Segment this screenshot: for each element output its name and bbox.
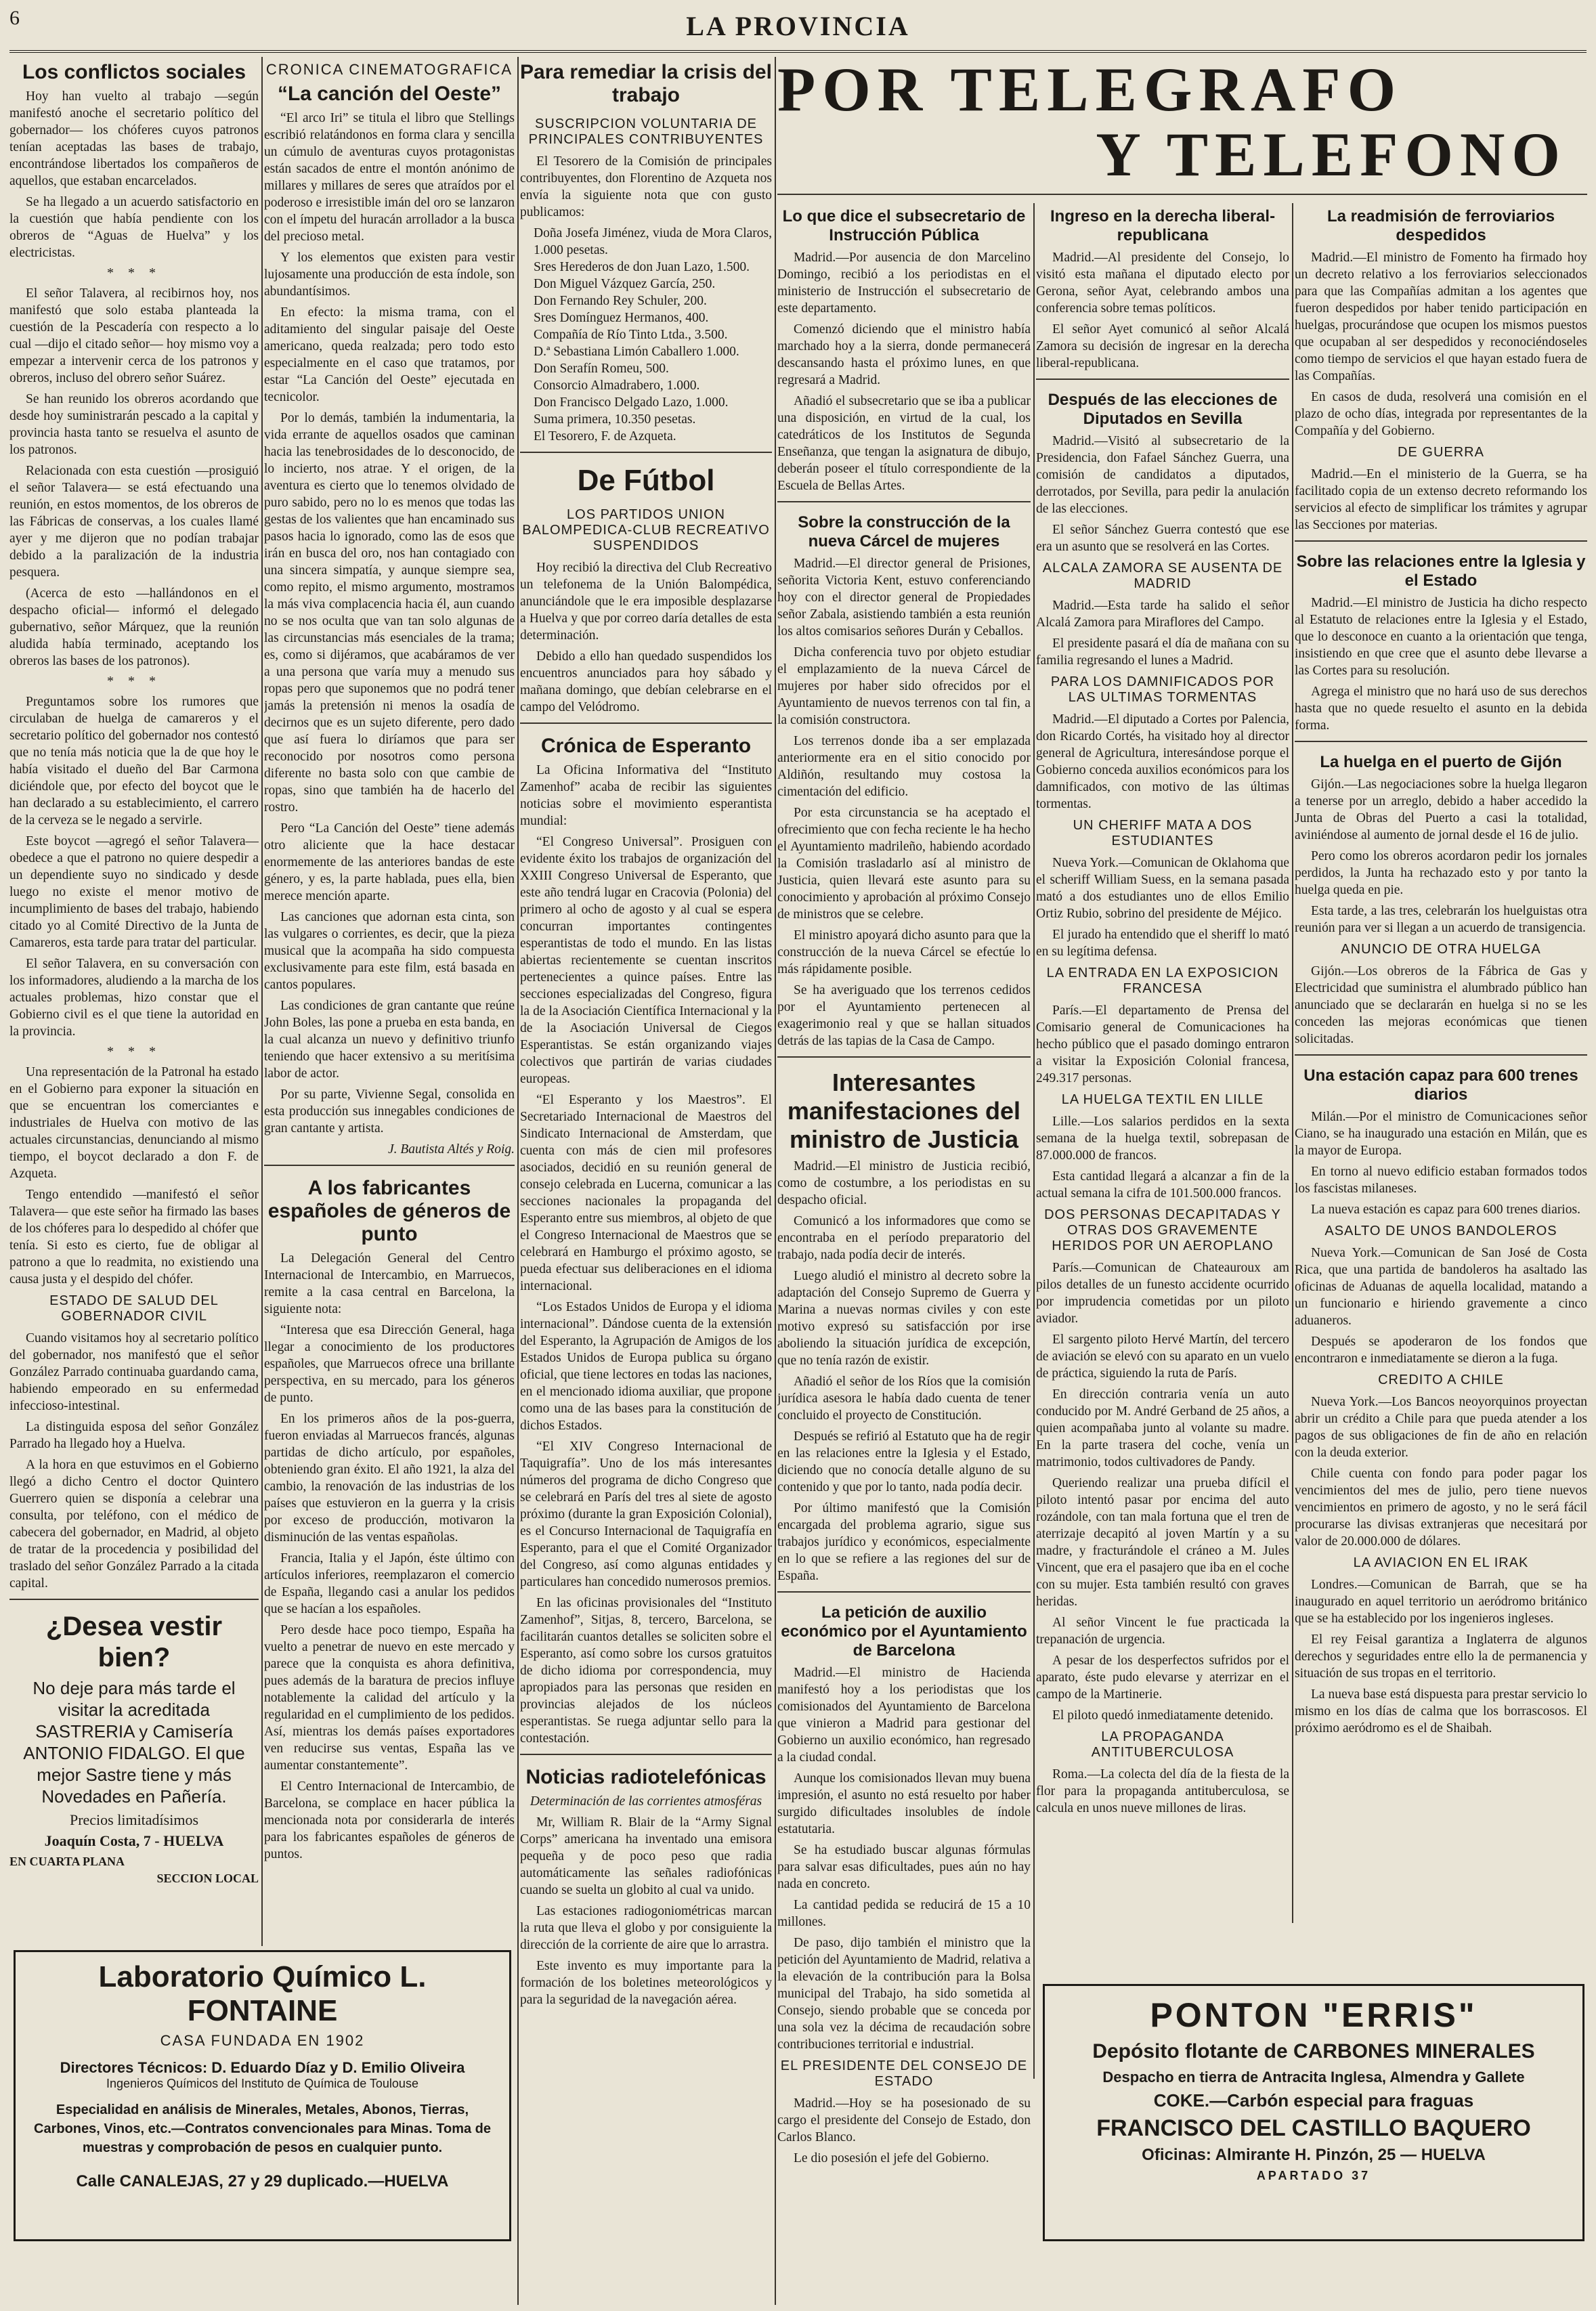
paragraph: Una representación de la Patronal ha estado en el Gobierno para exponer la situación en que se encuentran los comerciantes e industriales de Huelva con motivo de las actuales circunstancias, denunciando al mismo tiempo, el boycot declarado a don F. de Azqueta. bbox=[9, 1065, 259, 1181]
article-title: Ingreso en la derecha liberal-republicana bbox=[1050, 207, 1276, 244]
paragraph: El señor Talavera, en su conversación con los informadores, aludiendo a la marcha de los actuales problemas, hizo constar que el Gobierno civil es el que tiene la autoridad en la provincia. bbox=[9, 957, 259, 1039]
paragraph: Madrid.—Por ausencia de don Marcelino Domingo, recibió a los periodistas en el ministerio de Instrucción el subsecretario de este departamento. bbox=[777, 251, 1031, 316]
paragraph: La nueva base está dispuesta para prestar servicio lo mismo en los días de calma que los borrascosos. El próximo aeródromo es el de Shaibah. bbox=[1295, 1687, 1587, 1735]
rule bbox=[264, 1165, 515, 1166]
paragraph: Mr, William R. Blair de la “Army Signal Corps” americana ha inventado una emisora pequeña y de poco peso que radia automáticamente las señales radiofónicas cuando se suelta un globito al cual va unido. bbox=[520, 1815, 772, 1897]
paragraph: “Los Estados Unidos de Europa y el idioma internacional”. Dándose cuenta de la extensión del Esperanto, la Agrupación de Amigos de los Estados Unidos de Europa publica su órgano oficial, que tiene lectores en todas las naciones, en el mencionado idioma auxiliar, que propone como una de las bases para la constitución de dichos Estados. bbox=[520, 1300, 772, 1433]
paragraph: A pesar de los desperfectos sufridos por el aparato, éste pudo elevarse y aterrizar en el campo de la Martinerie. bbox=[1036, 1654, 1289, 1702]
paragraph: El Tesorero de la Comisión de principales contribuyentes, don Florentino de Azqueta nos envía la siguiente nota que con gusto publicamos: bbox=[520, 154, 772, 219]
paragraph: La Delegación General del Centro Internacional de Intercambio, en Marruecos, remite a la casa central en Barcelona, la siguiente nota: bbox=[264, 1251, 515, 1316]
paragraph: Debido a ello han quedado suspendidos los encuentros anunciados para hoy sábado y mañana domingo, que debían celebrarse en el campo del Velódromo. bbox=[520, 649, 772, 714]
section-subtitle: ASALTO DE UNOS BANDOLEROS bbox=[1324, 1224, 1557, 1238]
paragraph: Madrid.—En el ministerio de la Guerra, se ha facilitado copia de un extenso decreto reformando los servicios al efecto de simplificar los trámites y agrupar las Secciones por materias. bbox=[1295, 467, 1587, 532]
section-subtitle: Determinación de las corrientes atmosféras bbox=[530, 1794, 762, 1809]
article-title: Una estación capaz para 600 trenes diarios bbox=[1303, 1066, 1578, 1104]
banner-line-2: Y TELEFONO bbox=[1096, 120, 1567, 189]
section-subtitle: SUSCRIPCION VOLUNTARIA DE PRINCIPALES CONTRIBUYENTES bbox=[528, 116, 764, 147]
lab-specialty: Especialidad en análisis de Minerales, Metales, Abonos, Tierras, Carbones, Vinos, etc.—Contratos convencionales para Minas. Toma de muestras y comprobación de pesos en cualquier punto. bbox=[34, 2102, 491, 2155]
paragraph: Francia, Italia y el Japón, éste último con artículos inferiores, reemplazaron el comercio de España, llegando casi a anular los pedidos que se hacían a los españoles. bbox=[264, 1551, 515, 1616]
paragraph: Después se refirió al Estatuto que ha de regir en las relaciones entre la Iglesia y el Estado, diciendo que no conocía detalle alguno de su contenido y que por lo tanto, nada podía decir. bbox=[777, 1429, 1031, 1494]
paragraph: Madrid.—El ministro de Hacienda manifestó hoy a los periodistas que los comisionados del Ayuntamiento de Barcelona que vinieron a Madrid para gestionar del Gobierno un auxilio económico, han regresado a la ciudad condal. bbox=[777, 1666, 1031, 1765]
paragraph: Preguntamos sobre los rumores que circulaban de huelga de camareros y el secretario político del gobernador nos contestó que no tenía más noticia que la de que hoy le había visitado el dueño del Bar Carmona diciéndole que, por efecto del boycot que le han declarado a su establecimiento, el carrero de la cerveza se le negado a servirle. bbox=[9, 695, 259, 827]
article-title: Después de las elecciones de Diputados en Sevilla bbox=[1048, 391, 1278, 428]
paragraph: Al señor Vincent le fue practicada la trepanación de urgencia. bbox=[1036, 1616, 1289, 1647]
section-subtitle: LA AVIACION EN EL IRAK bbox=[1353, 1555, 1529, 1570]
article-title: La petición de auxilio económico por el Ayuntamiento de Barcelona bbox=[781, 1603, 1027, 1660]
paragraph: Y los elementos que existen para vestir lujosamente una producción de esta índole, son abundantísimos. bbox=[264, 251, 515, 299]
article-title: “La canción del Oeste” bbox=[277, 83, 502, 105]
column-rule bbox=[517, 57, 519, 2305]
article-title: Crónica de Esperanto bbox=[540, 735, 752, 757]
paragraph: Madrid.—Esta tarde ha salido el señor Alcalá Zamora para Miraflores del Campo. bbox=[1036, 599, 1289, 630]
paragraph: El ministro apoyará dicho asunto para que la construcción de la nueva Cárcel se efectúe lo más rápidamente posible. bbox=[777, 928, 1031, 976]
paragraph: Pero como los obreros acordaron pedir los jornales perdidos, la Junta ha rechazado esto y por tanto la huelga queda en pie. bbox=[1295, 849, 1587, 897]
paragraph: Comenzó diciendo que el ministro había marchado hoy a la sierra, donde permanecerá descansando hasta el próximo lunes, en que regresará a Madrid. bbox=[777, 322, 1031, 387]
section-label: SECCION LOCAL bbox=[156, 1872, 259, 1885]
section-kicker: CRONICA CINEMATOGRAFICA bbox=[265, 61, 513, 78]
paragraph: Por esta circunstancia se ha aceptado el ofrecimiento que con fecha reciente le ha hecho el Ayuntamiento madrileño, habiendo acordado la Comisión trasladarlo así al ministro de Justicia, quien llevará este asunto para su conocimiento y aprobación al próximo Consejo de ministros que se celebre. bbox=[777, 806, 1031, 922]
donor-line: El Tesorero, F. de Azqueta. bbox=[534, 429, 676, 444]
rule bbox=[777, 1591, 1031, 1593]
laboratory-ad bbox=[14, 1950, 511, 2241]
tailor-ad-address: Joaquín Costa, 7 - HUELVA bbox=[44, 1832, 224, 1849]
signature: J. Bautista Altés y Roig. bbox=[387, 1142, 515, 1157]
paragraph: El rey Feisal garantiza a Inglaterra de algunos derechos y seguridades entre ello la de permanencia y situación de sus tropas en el territorio. bbox=[1295, 1633, 1587, 1681]
paragraph: Gijón.—Los obreros de la Fábrica de Gas y Electricidad que suministra el alumbrado público han anunciado que se declararán en huelga si no se les conceden las mejoras económicas que tienen solicitadas. bbox=[1295, 964, 1587, 1046]
tailor-ad-prices: Precios limitadísimos bbox=[69, 1811, 199, 1828]
paragraph: Le dio posesión el jefe del Gobierno. bbox=[794, 2151, 989, 2165]
paragraph: Chile cuenta con fondo para poder pagar los vencimientos del mes de julio, pero tiene nuevos vencimientos en primero de agosto, y no le será fácil procurarse las divisas extranjeras que necesitará por valor de 20.000.000 de dólares. bbox=[1295, 1467, 1587, 1549]
paragraph: Este invento es muy importante para la formación de los boletines meteorológicos y para la seguridad de la navegación aérea. bbox=[520, 1959, 772, 2007]
paragraph: Se ha estudiado buscar algunas fórmulas para salvar esas dificultades, pues aún no hay nada en concreto. bbox=[777, 1843, 1031, 1891]
paragraph: Pero desde hace poco tiempo, España ha vuelto a penetrar de nuevo en este mercado y parece que la conquista es ahora definitiva, pues además de la baratura de precios influye notablemente la calidad del artículo y la regularidad en el cumplimiento de los pedidos. Así, mientras los demás países exportadores ven reducirse sus ventas, España las ve aumentar constantemente”. bbox=[264, 1623, 515, 1773]
paragraph: Hoy han vuelto al trabajo —según manifestó anoche el secretario político del gobernador— los chóferes cuyos patronos tenían aceptadas las bases de trabajo, encontrándose libertados los compañeros de aquellos, que estaban encarcelados. bbox=[9, 89, 259, 188]
column-2 bbox=[264, 57, 515, 1946]
lab-founded: CASA FUNDADA EN 1902 bbox=[160, 2032, 365, 2049]
column-rule bbox=[261, 57, 263, 1946]
paragraph: De paso, dijo también el ministro que la petición del Ayuntamiento de Madrid, relativa a la elevación de la contribución para la Bolsa municipal del Trabajo, ha sido sometida al Consejo, siendo probable que se conceda por una sola vez la décima de recaudación sobre contribuciones territorial e industrial. bbox=[777, 1936, 1031, 2052]
section-subtitle: LA ENTRADA EN LA EXPOSICION FRANCESA bbox=[1046, 966, 1279, 996]
banner-line-1: POR TELEGRAFO bbox=[777, 55, 1403, 124]
column-rule bbox=[1292, 203, 1293, 1923]
paragraph: Cuando visitamos hoy al secretario político del gobernador, nos manifestó que el señor González Parrado continuaba guardando cama, habiendo empeorado en su enfermedad infeccioso-intestinal. bbox=[9, 1331, 259, 1413]
paragraph: El Centro Internacional de Intercambio, de Barcelona, se complace en hacer pública la mencionada nota por considerarla de interés para los fabricantes españoles de géneros de puntos. bbox=[264, 1779, 515, 1861]
paragraph: Tengo entendido —manifestó el señor Talavera— que este señor ha firmado las bases de los chóferes para lo despedido al chófer que tenía. Si esto es cierto, fue de obligar al patrono a que lo readmita, no existiendo una causa justa y el despido del chófer. bbox=[9, 1188, 259, 1287]
donor-line: Compañía de Río Tinto Ltda., 3.500. bbox=[534, 328, 728, 342]
rule bbox=[777, 1056, 1031, 1058]
paragraph: La nueva estación es capaz para 600 trenes diarios. bbox=[1311, 1203, 1580, 1217]
paragraph: Nueva York.—Comunican de San José de Costa Rica, que una partida de bandoleros ha asaltado las oficinas de Aduanas de aquella localidad, matando a un funcionario e hiriendo gravemente a cinco aduaneros. bbox=[1295, 1246, 1587, 1328]
running-header bbox=[9, 4, 1587, 53]
article-title: Lo que dice el subsecretario de Instrucción Pública bbox=[782, 207, 1026, 244]
rule bbox=[1295, 540, 1587, 542]
ponton-address: Oficinas: Almirante H. Pinzón, 25 — HUELVA bbox=[1142, 2146, 1486, 2164]
section-subtitle: DOS PERSONAS DECAPITADAS Y OTRAS DOS GRAVEMENTE HERIDOS POR UN AEROPLANO bbox=[1044, 1207, 1281, 1253]
section-subtitle: DE GUERRA bbox=[1398, 445, 1484, 460]
paragraph: La Oficina Informativa del “Instituto Zamenhof” acaba de recibir las siguientes noticias sobre el movimiento esperantista mundial: bbox=[520, 763, 772, 828]
header-rule bbox=[9, 50, 1587, 53]
donor-line: Don Francisco Delgado Lazo, 1.000. bbox=[534, 395, 729, 410]
section-subtitle: CREDITO A CHILE bbox=[1378, 1373, 1504, 1387]
rule bbox=[1036, 379, 1289, 380]
article-title: A los fabricantes españoles de géneros de punto bbox=[267, 1177, 511, 1245]
rule bbox=[1295, 1054, 1587, 1056]
section-subtitle: LA HUELGA TEXTIL EN LILLE bbox=[1061, 1092, 1264, 1107]
paragraph: Los terrenos donde iba a ser emplazada anteriormente era en el sitio conocido por Aldiñón, resultando muy costosa la cimentación del edificio. bbox=[777, 734, 1031, 799]
paragraph: Gijón.—Las negociaciones sobre la huelga llegaron a tenerse por un arreglo, debido a haber accedido la Junta de Obras del Puerto a casi la totalidad, aviniéndose al aumento de jornal desde el 16 de julio. bbox=[1295, 777, 1587, 842]
paragraph: Madrid.—El diputado a Cortes por Palencia, don Ricardo Cortés, ha visitado hoy al director general de Agricultura, interesándose porque el Gobierno conceda auxilios económicos para los damnificados, con motivo de las últimas tormentas. bbox=[1036, 712, 1289, 811]
rule bbox=[520, 1754, 772, 1755]
paragraph: Se han reunido los obreros acordando que desde hoy suministrarán pescado a la capital y provincia hasta tanto se resuelva el asunto de los patronos. bbox=[9, 392, 259, 457]
donor-line: Suma primera, 10.350 pesetas. bbox=[534, 412, 696, 427]
paragraph: En torno al nuevo edificio estaban formados todos los fascistas milaneses. bbox=[1295, 1165, 1587, 1196]
article-title: Los conflictos sociales bbox=[22, 61, 246, 83]
paragraph: Por último manifestó que la Comisión encargada del problema agrario, sigue sus trabajos jurídico y económicos, especialmente en lo que se refiere a las regiones del sur de España. bbox=[777, 1501, 1031, 1583]
paragraph: Las condiciones de gran cantante que reúne John Boles, las pone a prueba en esta banda, en la cual alcanza un nuevo y definitivo triunfo teniendo que hacer extensivo a su meritísima labor de actor. bbox=[264, 999, 515, 1081]
paragraph: El señor Talavera, al recibirnos hoy, nos manifestó que solo estaba planteada la cuestión de la Pescadería con respecto a lo cual —dijo el citado señor— hoy mismo voy a empezar a intervenir cerca de los patronos y obreros, incluso del obrero señor Suárez. bbox=[9, 286, 259, 385]
telegraph-banner bbox=[777, 57, 1587, 192]
paragraph: Este boycot —agregó el señor Talavera— obedece a que el patrono no quiere despedir a un dependiente suyo no sindicado y desde luego no existe el menor motivo de incumplimiento de bases del trabajo, habiendo citado yo al Comité Directivo de la Junta de Camareros, esta tarde para tratar del particular. bbox=[9, 834, 259, 950]
paragraph: Por su parte, Vivienne Segal, consolida en esta producción sus innegables condiciones de gran cantante y artista. bbox=[264, 1087, 515, 1136]
paragraph: Londres.—Comunican de Barrah, que se ha inaugurado en aquel territorio un aeródromo británico que se ha establecido por los ingenieros ingleses. bbox=[1295, 1578, 1587, 1626]
article-title: De Fútbol bbox=[577, 464, 715, 497]
article-title: Sobre las relaciones entre la Iglesia y el Estado bbox=[1296, 553, 1586, 590]
column-6 bbox=[1295, 203, 1587, 1937]
paragraph: Las canciones que adornan esta cinta, son las vulgares o corrientes, es decir, que la pieza musical que la acompaña ha sido compuesta exclusivamente para este film, está basada en cantos populares. bbox=[264, 910, 515, 992]
ponton-line: COKE.—Carbón especial para fraguas bbox=[1153, 2090, 1474, 2111]
paragraph: “El arco Iri” se titula el libro que Stellings escribió relatándonos en forma clara y sencilla un cúmulo de aventuras cuyos protagonistas están sacados de entre el montón anónimo de millares y millares de seres que atraídos por el poderoso e irresistible imán del oro se lanzaron con el ímpetu del huracán arrollador a la busca del precioso metal. bbox=[264, 111, 515, 244]
rule bbox=[1295, 741, 1587, 742]
rule bbox=[520, 722, 772, 724]
donor-line: Don Serafín Romeu, 500. bbox=[534, 362, 669, 376]
article-title: Interesantes manifestaciones del ministro de Justicia bbox=[787, 1068, 1021, 1153]
paragraph: Por lo demás, también la indumentaria, la vida errante de aquellos osados que caminan hacia las tenebrosidades de lo desconocido, de lo incierto, nos atrae. Y el origen, de la aventura es cierto que lo tenemos olvidado de puro sabido, pero no lo es menos que todas las gestas de los valientes que han encaminado sus pasos hacia lo ignorado, como las de esos que irán en busca del oro, nos han contagiado con una sincera simpatía, y aunque siempre sea, como repito, el mismo argumento, mostramos la más viva complacencia hacia él, aun cuando no se nos oculta que van tan solo algunas de las circunstancias más esenciales de la trama; es, como si dijéramos, que acabáramos de ver a una persona que varía muy a menudo sus ropas pero que suponemos que no podrá tener jamás la pretensión ni menos la osadía de decirnos que es un sujeto diferente, pero dado que así fuera lo diríamos que para ser reconocido por nosotros como persona diferente no basta solo con que cambie de ropas, sino que también ha de hacerlo del rostro. bbox=[264, 411, 515, 815]
column-rule bbox=[775, 57, 776, 2305]
lab-title: Laboratorio Químico L. FONTAINE bbox=[98, 1960, 427, 2027]
donor-line: Sres Herederos de don Juan Lazo, 1.500. bbox=[534, 260, 750, 274]
paragraph: Madrid.—El ministro de Justicia recibió, como de costumbre, a los periodistas en su despacho oficial. bbox=[777, 1159, 1031, 1207]
paragraph: Se ha llegado a un acuerdo satisfactorio en la cuestión que había pendiente con los obreros de “Aguas de Huelva” y los electricistas. bbox=[9, 195, 259, 260]
article-title: Sobre la construcción de la nueva Cárcel de mujeres bbox=[798, 513, 1010, 550]
paragraph: Madrid.—El ministro de Fomento ha firmado hoy un decreto relativo a los ferroviarios seleccionados para que las Compañías admitan a los agentes que fueron despedidos por haber tenido participación en huelgas, procurándose que ocupen los mismos puestos que ocupaban al ser despedidos y reconociéndoseles como tiempo de servicios el que hayan estado fuera de las Compañías. bbox=[1295, 251, 1587, 383]
column-4 bbox=[777, 203, 1031, 2248]
rule bbox=[520, 452, 772, 453]
paragraph: Madrid.—Hoy se ha posesionado de su cargo el presidente del Consejo de Estado, don Carlos Blanco. bbox=[777, 2096, 1031, 2144]
paragraph: Luego aludió el ministro al decreto sobre la adaptación del Consejo Supremo de Guerra y Marina a nuevas normas civiles y con este motivo expresó su satisfacción por irse aboliendo la situación jurídica de excepción, que no tenía razón de existir. bbox=[777, 1269, 1031, 1368]
paragraph: Agrega el ministro que no hará uso de sus derechos hasta que no quede resuelto el asunto en la debida forma. bbox=[1295, 685, 1587, 733]
paragraph: Relacionada con esta cuestión —prosiguió el señor Talavera— se está efectuando una reunión, en estos momentos, de los obreros de las Fábricas de conservas, a los cuales llamé ayer y me dijeron que no podían trabajar debido a la paralización de la industria pesquera. bbox=[9, 464, 259, 580]
paragraph: Comunicó a los informadores que como se encontraba en el período preparatorio del trabajo, nada podía decir de interés. bbox=[777, 1214, 1031, 1262]
paragraph: Dicha conferencia tuvo por objeto estudiar el emplazamiento de la nueva Cárcel de mujeres por haber sido ofrecidos por el Ayuntamiento de nuevos terrenos con tal fin, a la comisión constructora. bbox=[777, 645, 1031, 727]
banner-rule bbox=[777, 194, 1587, 195]
paragraph: El piloto quedó inmediatamente detenido. bbox=[1052, 1708, 1274, 1723]
lab-engineers: Ingenieros Químicos del Instituto de Química de Toulouse bbox=[106, 2077, 418, 2090]
separator-stars: * * * bbox=[107, 674, 161, 689]
paragraph: (Acerca de esto —hallándonos en el despacho oficial— informó el delegado gubernativo, señor Márquez, que la reunión aludida había terminado, aceptando los obreros las bases de los patronos). bbox=[9, 586, 259, 668]
paragraph: A la hora en que estuvimos en el Gobierno llegó a dicho Centro el doctor Quintero Guerrero quien se disponía a celebrar una consulta, por teléfono, con el médico de cabecera del gobernador, en Madrid, al objeto de tratar de la procedencia y posibilidad del traslado del señor González Parrado a la citada capital. bbox=[9, 1458, 259, 1591]
section-subtitle: LA PROPAGANDA ANTITUBERCULOSA bbox=[1091, 1729, 1234, 1760]
paragraph: En los primeros años de la pos-guerra, fueron enviadas al Marruecos francés, algunas partidas de dicho artículo, por españoles, obteniendo gran éxito. El año 1921, la alza del cambio, la renovación de las industrias de los países que estuvieron en la guerra y la crisis por exceso de producción, motivaron la disminución de las ventas españolas. bbox=[264, 1412, 515, 1545]
paragraph: Nueva York.—Los Bancos neoyorquinos proyectan abrir un crédito a Chile para que pueda atender a los pagos de sus obligaciones de fin de año en relación con la deuda exterior. bbox=[1295, 1395, 1587, 1460]
paragraph: El jurado ha entendido que el sheriff lo mató en su legítima defensa. bbox=[1036, 928, 1289, 959]
paragraph: En efecto: la misma trama, con el aditamiento del singular paisaje del Oeste americano, queda realzada; pero todo esto especialmente en el caso que tratamos, por estar “La Canción del Oeste” ejecutada en tecnicolor. bbox=[264, 305, 515, 404]
ponton-title: PONTON "ERRIS" bbox=[1150, 1996, 1478, 2034]
ponton-owner: FRANCISCO DEL CASTILLO BAQUERO bbox=[1096, 2115, 1531, 2141]
paragraph: Aunque los comisionados llevan muy buena impresión, el asunto no está resuelto por haber surgido dificultades insolubles de índole estatutaria. bbox=[777, 1771, 1031, 1836]
donor-line: Don Miguel Vázquez García, 250. bbox=[534, 277, 716, 291]
paragraph: Madrid.—El director general de Prisiones, señorita Victoria Kent, estuvo conferenciando hoy con el director general de Propiedades señor Zabala, asistiendo también a esta reunión los altos comisarios señores Durán y Ceballos. bbox=[777, 557, 1031, 639]
newspaper-name: LA PROVINCIA bbox=[686, 11, 910, 41]
paragraph: Después se apoderaron de los fondos que encontraron e inmediatamente se dieron a la fuga. bbox=[1295, 1335, 1587, 1366]
section-subtitle: PARA LOS DAMNIFICADOS POR LAS ULTIMAS TORMENTAS bbox=[1050, 674, 1275, 705]
paragraph: En dirección contraria venía un auto conducido por M. André Gerband de 25 años, a quien acompañaba junto al volante su madre. En la parte trasera del coche, venía un matrimonio, todos cultivadores de Pandy. bbox=[1036, 1387, 1289, 1469]
section-subtitle: ANUNCIO DE OTRA HUELGA bbox=[1341, 942, 1541, 957]
section-label: EN CUARTA PLANA bbox=[9, 1855, 125, 1868]
donor-line: D.ª Sebastiana Limón Caballero 1.000. bbox=[534, 345, 739, 359]
lab-directors: Directores Técnicos: D. Eduardo Díaz y D. Emilio Oliveira bbox=[60, 2059, 465, 2076]
paragraph: Las estaciones radiogoniométricas marcan la ruta que lleva el globo y por consiguiente la dirección de la corriente de aire que lo arrastra. bbox=[520, 1904, 772, 1952]
paragraph: En casos de duda, resolverá una comisión en el plazo de ocho días, integrada por representantes de la Compañía y del Gobierno. bbox=[1295, 390, 1587, 438]
paragraph: “El Esperanto y los Maestros”. El Secretariado Internacional de Maestros del Sindicato Internacional de Amsterdam, que cuenta con más de cien mil profesores asociados, decidió en su reunión general de consejo celebrada en Lucerna, comunicar a las secciones nacionales la propaganda del Esperanto entre sus miembros, al objeto de que el Congreso Internacional de Maestros que se celebrará en Hamburgo el próximo agosto, se pueda efectuar sus deliberaciones en el idioma internacional. bbox=[520, 1093, 772, 1293]
column-1 bbox=[9, 57, 259, 1939]
donor-line: Don Fernando Rey Schuler, 200. bbox=[534, 294, 707, 308]
paragraph: Lille.—Los salarios perdidos en la sexta semana de la huelga textil, sobrepasan de 87.000.000 de francos. bbox=[1036, 1115, 1289, 1163]
paragraph: Madrid.—Al presidente del Consejo, lo visitó esta mañana el diputado electo por Gerona, señor Ayat, celebrando ambos una conferencia sobre temas políticos. bbox=[1036, 251, 1289, 316]
separator-stars: * * * bbox=[107, 265, 161, 280]
ponton-subtitle: Depósito flotante de CARBONES MINERALES bbox=[1092, 2040, 1535, 2062]
separator-stars: * * * bbox=[107, 1044, 161, 1059]
section-subtitle: ALCALA ZAMORA SE AUSENTA DE MADRID bbox=[1042, 561, 1283, 591]
paragraph: Esta tarde, a las tres, celebrarán los huelguistas otra reunión para ver si llegan a un acuerdo de transigencia. bbox=[1295, 904, 1587, 935]
column-5 bbox=[1036, 203, 1289, 1937]
paragraph: En las oficinas provisionales del “Instituto Zamenhof”, Sitjas, 8, tercero, Barcelona, se facilitarán cuantos detalles se soliciten sobre el Esperanto, así como sobre los cursos gratuitos de dicho idioma por correspondencia, muy apropiados para las personas que residen en provincias alejados de los núcleos esperantistas. Se ruega adjuntar sello para la contestación. bbox=[520, 1596, 772, 1746]
donor-line: Consorcio Almadrabero, 1.000. bbox=[534, 379, 700, 393]
paragraph: El presidente pasará el día de mañana con su familia regresando el lunes a Madrid. bbox=[1036, 636, 1289, 668]
article-title: La readmisión de ferroviarios despedidos bbox=[1327, 207, 1555, 244]
ponton-line: Despacho en tierra de Antracita Inglesa, Almendra y Gallete bbox=[1102, 2069, 1525, 2086]
donor-line: Sres Domínguez Hermanos, 400. bbox=[534, 311, 709, 325]
section-subtitle: UN CHERIFF MATA A DOS ESTUDIANTES bbox=[1073, 818, 1253, 848]
column-3 bbox=[520, 57, 772, 2305]
paragraph: París.—Comunican de Chateauroux am pilos detalles de un funesto accidente ocurrido por imprudencia cometidas por un piloto aviador. bbox=[1036, 1261, 1289, 1326]
column-rule bbox=[1033, 203, 1035, 2079]
article-title: La huelga en el puerto de Gijón bbox=[1320, 753, 1562, 771]
ponton-ad bbox=[1043, 1984, 1584, 2241]
tailor-ad-body: No deje para más tarde el visitar la acreditada SASTRERIA y Camisería ANTONIO FIDALGO. El que mejor Sastre tiene y más Novedades en Pañería. bbox=[23, 1678, 245, 1807]
paragraph: Nueva York.—Comunican de Oklahoma que el scheriff William Suess, en la semana pasada mató a dos estudiantes uno de ellos Emilio Ortiz Rubio, sobrino del presidente de Méjico. bbox=[1036, 856, 1289, 921]
paragraph: Esta cantidad llegará a alcanzar a fin de la actual semana la cifra de 101.500.000 francos. bbox=[1036, 1169, 1289, 1201]
paragraph: “El Congreso Universal”. Prosiguen con evidente éxito los trabajos de organización del XXIII Congreso Universal de Esperanto, que este año tendrá lugar en Cracovia (Polonia) del primero al ocho de agosto y al cual se espera concurran importantes contingentes esperantistas de todo el mundo. En las listas abiertas recientemente se cuentan inscritos pertenecientes a quince países. Entre las secciones especializadas del Congreso, figura la de la Asociación Científica Internacional y la de la Asociación Universal de Ciegos Esperantistas. Se están organizando viajes colectivos que partirán de varias ciudades europeas. bbox=[520, 835, 772, 1086]
lab-address: Calle CANALEJAS, 27 y 29 duplicado.—HUELVA bbox=[76, 2172, 449, 2190]
article-title: Para remediar la crisis del trabajo bbox=[520, 61, 772, 106]
paragraph: Se ha averiguado que los terrenos cedidos por el Ayuntamiento pertenecen al exagerimonio real y que se hallan situados detrás de las tapias de la Casa de Campo. bbox=[777, 983, 1031, 1048]
page-number: 6 bbox=[9, 7, 20, 29]
paragraph: El señor Ayet comunicó al señor Alcalá Zamora su decisión de ingresar en la derecha liberal-republicana. bbox=[1036, 322, 1289, 370]
paragraph: Hoy recibió la directiva del Club Recreativo un telefonema de la Unión Balompédica, anunciándole que le era imposible desplazarse a Huelva y que por correo daría detalles de esta determinación. bbox=[520, 561, 772, 643]
ponton-postbox: APARTADO 37 bbox=[1256, 2169, 1371, 2182]
section-subtitle: LOS PARTIDOS UNION BALOMPEDICA-CLUB RECREATIVO SUSPENDIDOS bbox=[522, 507, 770, 553]
rule bbox=[9, 1599, 259, 1600]
article-title: Noticias radiotelefónicas bbox=[525, 1766, 767, 1788]
paragraph: París.—El departamento de Prensa del Comisario general de Comunicaciones ha hecho público que el pasado domingo entraron a visitar la Exposición Colonial francesa, 249.317 personas. bbox=[1036, 1003, 1289, 1085]
donor-line: Doña Josefa Jiménez, viuda de Mora Claros, 1.000 pesetas. bbox=[534, 226, 772, 257]
paragraph: Milán.—Por el ministro de Comunicaciones señor Ciano, se ha inaugurado una estación en Milán, que es la mayor de Europa. bbox=[1295, 1110, 1587, 1158]
paragraph: Madrid.—El ministro de Justicia ha dicho respecto al Estatuto de relaciones entre la Iglesia y el Estado, que lo desconoce en cuanto a la orientación que tenga, insistiendo en que cree que el asunto debe llevarse a las Cortes para su resolución. bbox=[1295, 596, 1587, 678]
tailor-ad-title: ¿Desea vestir bien? bbox=[45, 1612, 223, 1672]
paragraph: Queriendo realizar una prueba difícil el piloto intentó pasar por encima del auto rozándole, con tan mala fortuna que el tren de aterrizaje decapitó al joven Martín y a su madre, y fracturándole el cráneo a M. Jules Vincent, que era el pasajero que iba en el coche con su mujer. Esta también resultó con graves heridas. bbox=[1036, 1476, 1289, 1609]
paragraph: “Interesa que esa Dirección General, haga llegar a conocimiento de los productores españoles, que Marruecos ofrece una brillante perspectiva, en su mercado, para los géneros de punto. bbox=[264, 1323, 515, 1405]
paragraph: La cantidad pedida se reducirá de 15 a 10 millones. bbox=[777, 1898, 1031, 1929]
rule bbox=[777, 501, 1031, 502]
paragraph: El señor Sánchez Guerra contestó que ese era un asunto que se resolverá en las Cortes. bbox=[1036, 523, 1289, 554]
paragraph: “El XIV Congreso Internacional de Taquigrafía”. Uno de los más interesantes números del programa de dicho Congreso que se celebrará en París del tres al siete de agosto próximo (durante la gran Exposición Colonial), es el Concurso Internacional de Taquigrafía en Esperanto, para el que el Comité Organizador del Congreso, así como algunas entidades y particulares han concedido numerosos premios. bbox=[520, 1440, 772, 1589]
paragraph: Madrid.—Visitó al subsecretario de la Presidencia, don Fafael Sánchez Guerra, una comisión de candidatos a diputados, derrotados, por Sevilla, para pedir la anulación de las elecciones. bbox=[1036, 434, 1289, 516]
paragraph: Añadió el señor de los Ríos que la comisión jurídica asesora le había dado cuenta de tener concluido el proyecto de Constitución. bbox=[777, 1375, 1031, 1423]
paragraph: Pero “La Canción del Oeste” tiene además otro aliciente que la hace destacar enormemente de las anteriores bandas de este género, y es, la parte hablada, pues ella, bien merece mención aparte. bbox=[264, 821, 515, 903]
paragraph: La distinguida esposa del señor González Parrado ha llegado hoy a Huelva. bbox=[9, 1420, 259, 1451]
paragraph: El sargento piloto Hervé Martín, del tercero de aviación se elevó con su aparato en un vuelo de práctica, siguiendo la ruta de París. bbox=[1036, 1333, 1289, 1381]
section-subtitle: EL PRESIDENTE DEL CONSEJO DE ESTADO bbox=[780, 2058, 1028, 2089]
tailor-ad bbox=[9, 1607, 259, 1849]
paragraph: Añadió el subsecretario que se iba a publicar una disposición, en virtud de la cual, los catedráticos de los Institutos de Segunda Enseñanza, que tengan la asignatura de dibujo, deberán poseer el título correspondiente de la Escuela de Bellas Artes. bbox=[777, 394, 1031, 493]
section-subtitle: ESTADO DE SALUD DEL GOBERNADOR CIVIL bbox=[49, 1293, 219, 1324]
paragraph: Roma.—La colecta del día de la fiesta de la flor para la propaganda antituberculosa, se calcula en unos nueve millones de liras. bbox=[1036, 1767, 1289, 1815]
